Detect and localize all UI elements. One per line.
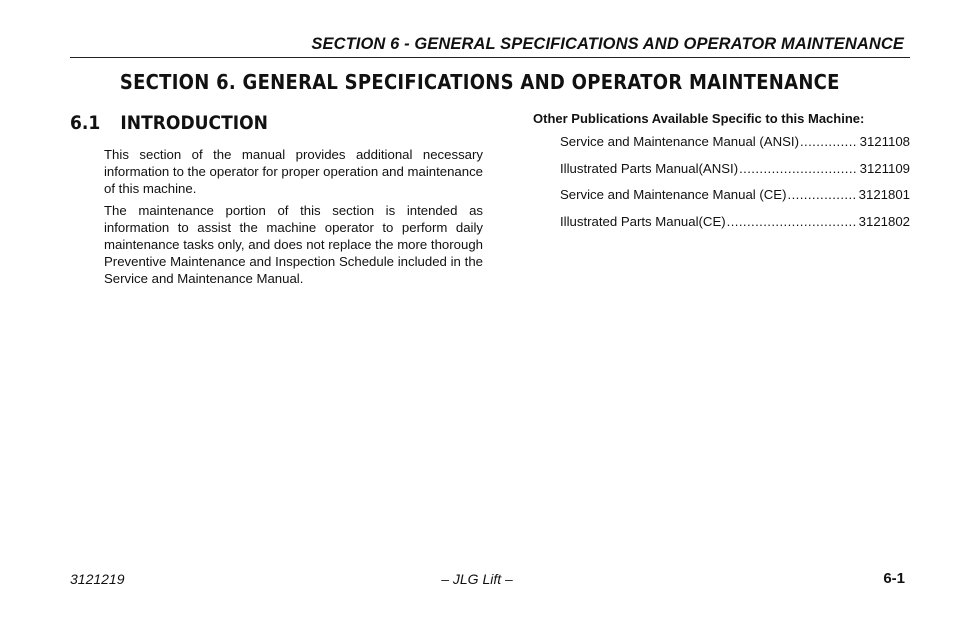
publication-title: Illustrated Parts Manual(ANSI) bbox=[560, 160, 739, 176]
publication-title: Service and Maintenance Manual (CE) bbox=[560, 187, 787, 202]
publication-number: 3121801 bbox=[858, 187, 910, 202]
running-header-title: SECTION 6 - GENERAL SPECIFICATIONS AND OPERATOR MAINTENANCE bbox=[311, 35, 904, 53]
footer-page-number: 6-1 bbox=[883, 570, 905, 587]
publication-item bbox=[560, 134, 910, 161]
running-header bbox=[70, 34, 910, 58]
subsection-title: INTRODUCTION bbox=[120, 112, 268, 134]
dot-leader bbox=[800, 134, 858, 149]
subsection-heading bbox=[70, 112, 268, 134]
intro-paragraph-2: The maintenance portion of this section is intended as information to assist the machine operator to perform daily maintenance tasks only, and does not replace the more thorough Preventive Maintenance and Inspection Schedule included in the Service and Maintenance Manual. bbox=[104, 203, 483, 286]
dot-leader bbox=[788, 187, 857, 202]
publication-title: Illustrated Parts Manual(CE) bbox=[560, 213, 726, 229]
publications-heading: Other Publications Available Specific to this Machine: bbox=[533, 111, 865, 126]
publication-title: Service and Maintenance Manual (ANSI) bbox=[560, 134, 799, 149]
publication-number: 3121802 bbox=[858, 213, 910, 229]
intro-paragraph-1: This section of the manual provides additional necessary information to the operator for proper operation and maintenance of this machine. bbox=[104, 147, 484, 196]
publication-number: 3121109 bbox=[859, 160, 910, 176]
publications-list bbox=[560, 134, 910, 240]
dot-leader bbox=[727, 214, 857, 229]
publication-item bbox=[560, 214, 910, 241]
dot-leader bbox=[739, 161, 858, 176]
publication-number: 3121108 bbox=[859, 134, 910, 149]
introduction-body bbox=[104, 146, 483, 292]
subsection-number: 6.1 bbox=[70, 112, 101, 134]
publication-item bbox=[560, 187, 910, 214]
footer-doc-number: 3121219 bbox=[70, 571, 125, 587]
section-title: SECTION 6. GENERAL SPECIFICATIONS AND OPERATOR MAINTENANCE bbox=[119, 70, 840, 94]
footer-center-text: – JLG Lift – bbox=[441, 571, 513, 587]
publication-item bbox=[560, 161, 910, 188]
